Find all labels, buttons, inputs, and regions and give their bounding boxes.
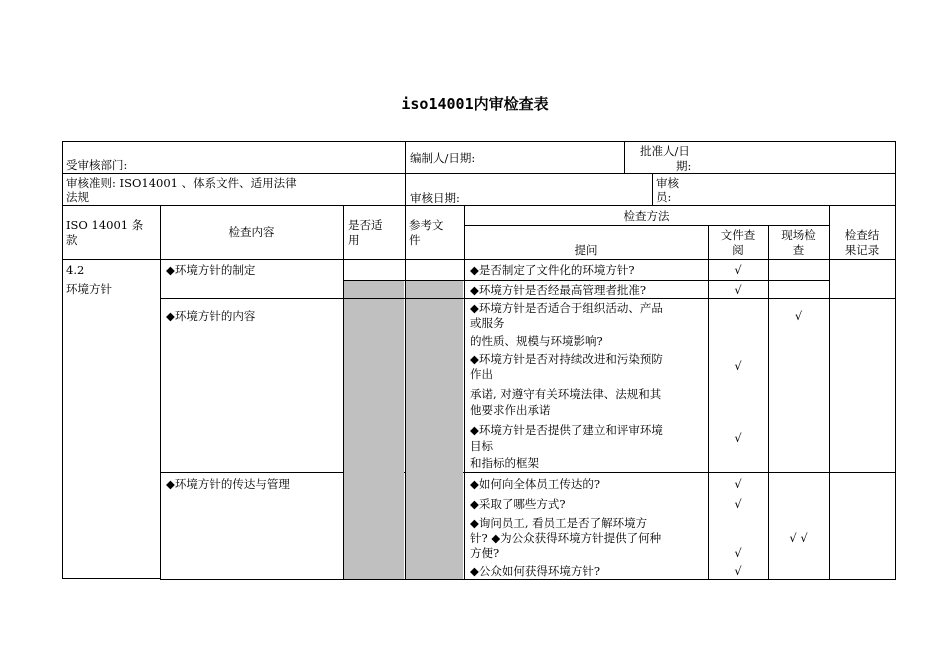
audited-dept-label: 受审核部门: [66,158,128,172]
question-line: ◆是否制定了文件化的环境方针? [470,263,635,277]
col-site-check-1: 现场检 [781,228,816,242]
question-line: ◆公众如何获得环境方针? [470,564,601,578]
approved-by-label-1: 批准人/日 [640,144,690,158]
col-reference-1: 参考文 [409,218,444,232]
audit-date-label: 审核日期: [410,191,460,205]
question-line: 或服务 [470,316,505,330]
check-mark: √ [734,431,742,445]
content-item: ◆环境方针的内容 [166,309,256,323]
question-line: 的性质、规模与环境影响? [470,334,603,348]
row-divider [62,173,896,174]
table-border-right [895,141,896,579]
header-divider [624,141,625,173]
shaded-cell-reference [406,281,463,298]
header-divider [405,141,406,205]
question-line: 和指标的框架 [470,456,539,470]
content-item: ◆环境方针的制定 [166,263,256,277]
question-line: 作出 [470,367,493,381]
row-divider [62,205,896,206]
group-divider [160,472,896,473]
criteria-label-2: 法规 [66,190,89,204]
col-result-1: 检查结 [844,228,880,242]
question-line: ◆环境方针是否提供了建立和评审环境 [470,423,663,437]
question-line: ◆环境方针是否适合于组织活动、产品 [470,301,663,315]
col-doc-check-2: 阅 [732,243,744,257]
check-mark: √ [734,546,742,560]
col-method: 检查方法 [623,209,670,223]
criteria-label-1: 审核准则: ISO14001 、体系文件、适用法律 [66,176,297,190]
shaded-cell-applicable [344,281,404,298]
prepared-by-label: 编制人/日期: [410,151,476,165]
content-item: ◆环境方针的传达与管理 [166,477,290,491]
check-mark: √ √ [789,531,808,545]
column-divider [160,205,161,579]
col-applicable-1: 是否适 [348,218,383,232]
shaded-cell-reference [406,299,463,579]
col-applicable-2: 用 [348,233,360,247]
col-reference-2: 件 [409,233,421,247]
clause-bottom [62,578,160,579]
question-line: ◆如何向全体员工传达的? [470,477,601,491]
question-line: ◆环境方针是否经最高管理者批准? [470,283,647,297]
check-mark: √ [734,263,742,277]
question-line: 方便? [470,546,500,560]
check-mark: √ [734,477,742,491]
question-line: 针? ◆为公众获得环境方针提供了何种 [470,531,662,545]
page-title: iso14001内审检查表 [401,95,549,113]
clause-number: 4.2 [66,263,85,277]
col-doc-check-1: 文件查 [720,228,756,242]
check-mark: √ [734,283,742,297]
column-divider [464,205,465,579]
check-mark: √ [734,359,742,373]
question-line: 承诺, 对遵守有关环境法律、法规和其 [470,387,662,401]
col-result-2: 果记录 [844,243,880,257]
column-divider [829,205,830,579]
check-mark: √ [734,564,742,578]
auditor-label-2: 员: [656,190,672,204]
check-mark: √ [734,497,742,511]
row-divider [62,259,896,260]
column-divider [768,225,769,579]
question-line: ◆环境方针是否对持续改进和污染预防 [470,352,663,366]
approved-by-label-2: 期: [676,159,692,173]
col-content: 检查内容 [228,225,275,239]
clause-name: 环境方针 [66,282,112,296]
shaded-cell-applicable [344,299,404,579]
table-border-top [62,141,896,142]
method-divider [464,225,829,226]
check-mark: √ [794,309,803,323]
question-line: 目标 [470,439,493,453]
col-question: 提问 [574,243,598,257]
header-divider [652,173,653,205]
question-line: ◆采取了哪些方式? [470,497,566,511]
col-clause-1: ISO 14001 条 [66,218,144,232]
group-divider [160,298,896,299]
col-clause-2: 款 [66,233,78,247]
table-border-left [62,141,63,578]
question-line: ◆询问员工, 看员工是否了解环境方 [470,516,648,530]
auditor-label-1: 审核 [656,176,679,190]
column-divider [708,225,709,579]
table-border-bottom [160,579,896,580]
col-site-check-2: 查 [792,243,805,257]
question-line: 他要求作出承诺 [470,403,551,417]
